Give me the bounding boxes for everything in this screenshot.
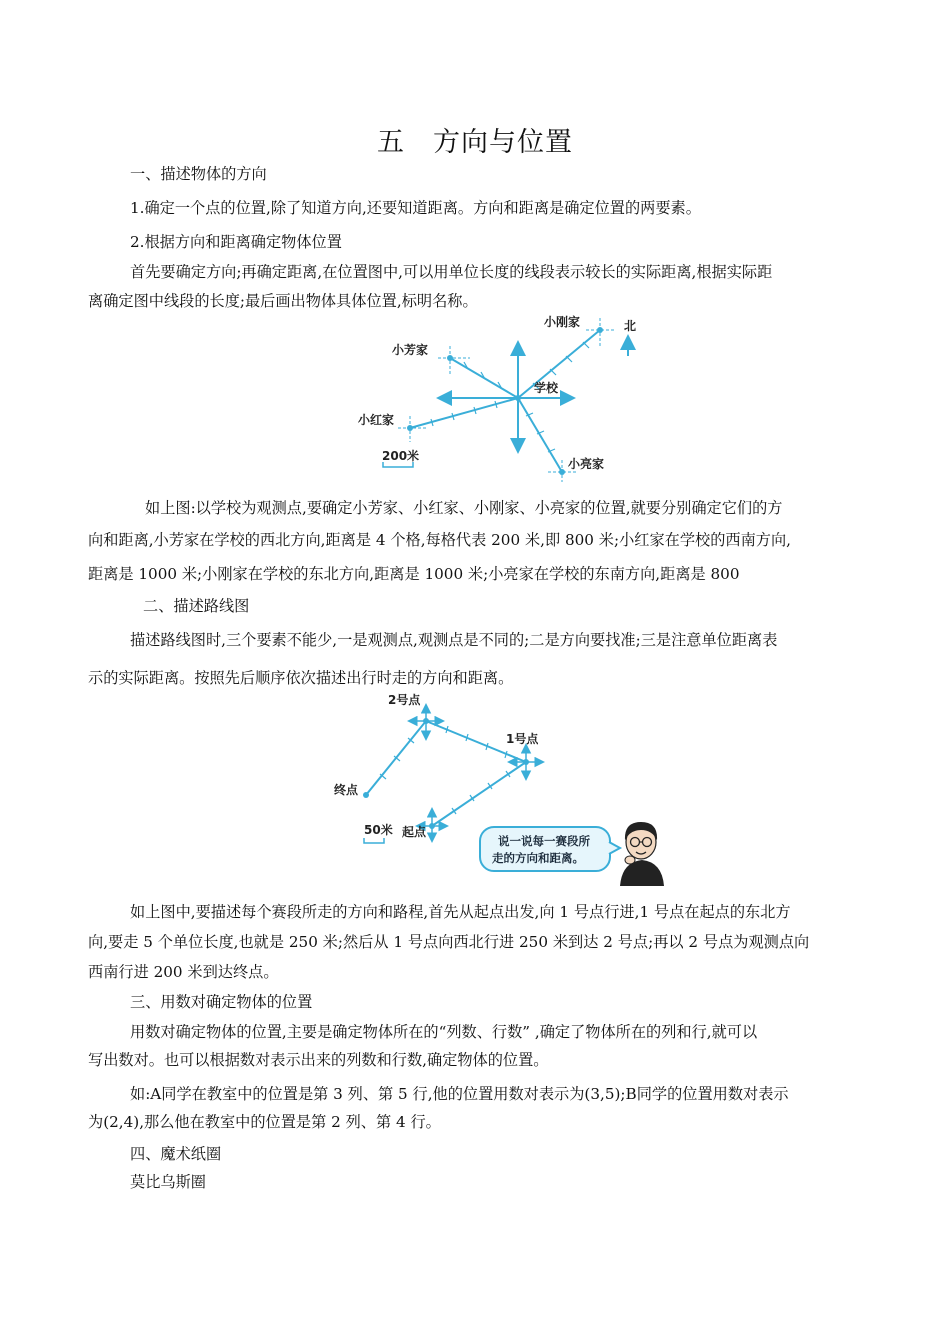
section-heading-3: 三、用数对确定物体的位置 <box>130 993 313 1011</box>
xiaohong-label: 小红家 <box>358 413 395 427</box>
school-label: 学校 <box>534 381 559 395</box>
end-label: 终点 <box>334 783 359 797</box>
section-heading-4: 四、魔术纸圈 <box>130 1145 222 1163</box>
north-label: 北 <box>624 319 637 333</box>
paragraph: 写出数对。也可以根据数对表示出来的列数和行数,确定物体的位置。 <box>88 1051 549 1069</box>
scale-label: 50米 <box>364 823 393 837</box>
start-label: 起点 <box>402 825 427 839</box>
bubble-text-1: 说一说每一赛段所 <box>498 834 590 848</box>
point2-label: 2号点 <box>388 693 421 707</box>
paragraph: 如上图:以学校为观测点,要确定小芳家、小红家、小刚家、小亮家的位置,就要分别确定它们的方 <box>145 499 783 517</box>
bubble-text-2: 走的方向和距离。 <box>492 851 584 865</box>
paragraph: 示的实际距离。按照先后顺序依次描述出行时走的方向和距离。 <box>88 669 514 687</box>
paragraph: 距离是 1000 米;小刚家在学校的东北方向,距离是 1000 米;小亮家在学校的东南方向,距离是 800 <box>88 565 740 583</box>
xiaofang-label: 小芳家 <box>392 343 429 357</box>
paragraph: 描述路线图时,三个要素不能少,一是观测点,观测点是不同的;二是方向要找准;三是注意单位距离表 <box>130 631 778 649</box>
section-heading-1: 一、描述物体的方向 <box>130 165 267 183</box>
page-title: 五 方向与位置 <box>377 127 573 158</box>
paragraph: 首先要确定方向;再确定距离,在位置图中,可以用单位长度的线段表示较长的实际距离,根据实际距 <box>130 263 773 281</box>
section-heading-2: 二、描述路线图 <box>143 597 250 615</box>
xiaoliang-label: 小亮家 <box>568 457 605 471</box>
paragraph: 莫比乌斯圈 <box>130 1173 206 1191</box>
paragraph: 西南行进 200 米到达终点。 <box>88 963 279 981</box>
boy-figure <box>620 822 664 886</box>
paragraph: 离确定图中线段的长度;最后画出物体具体位置,标明名称。 <box>88 292 478 310</box>
paragraph: 用数对确定物体的位置,主要是确定物体所在的“列数、行数” ,确定了物体所在的列和行,就可以 <box>130 1023 758 1041</box>
xiaogang-label: 小刚家 <box>544 315 581 329</box>
speech-bubble <box>480 827 620 871</box>
paragraph: 2.根据方向和距离确定物体位置 <box>130 233 342 251</box>
scale-label: 200米 <box>382 449 420 463</box>
paragraph: 如上图中,要描述每个赛段所走的方向和路程,首先从起点出发,向 1 号点行进,1 号点在起点的东北方 <box>130 903 791 921</box>
point1-label: 1号点 <box>506 732 539 746</box>
direction-diagram <box>340 310 650 485</box>
paragraph: 1.确定一个点的位置,除了知道方向,还要知道距离。方向和距离是确定位置的两要素。 <box>130 199 701 217</box>
paragraph: 向和距离,小芳家在学校的西北方向,距离是 4 个格,每格代表 200 米,即 800 米;小红家在学校的西南方向, <box>88 531 791 549</box>
paragraph: 为(2,4),那么他在教室中的位置是第 2 列、第 4 行。 <box>88 1113 441 1131</box>
route-diagram <box>330 690 670 895</box>
paragraph: 向,要走 5 个单位长度,也就是 250 米;然后从 1 号点向西北行进 250 米到达 2 号点;再以 2 号点为观测点向 <box>88 933 810 951</box>
paragraph: 如:A同学在教室中的位置是第 3 列、第 5 行,他的位置用数对表示为(3,5);B同学的位置用数对表示 <box>130 1085 789 1103</box>
